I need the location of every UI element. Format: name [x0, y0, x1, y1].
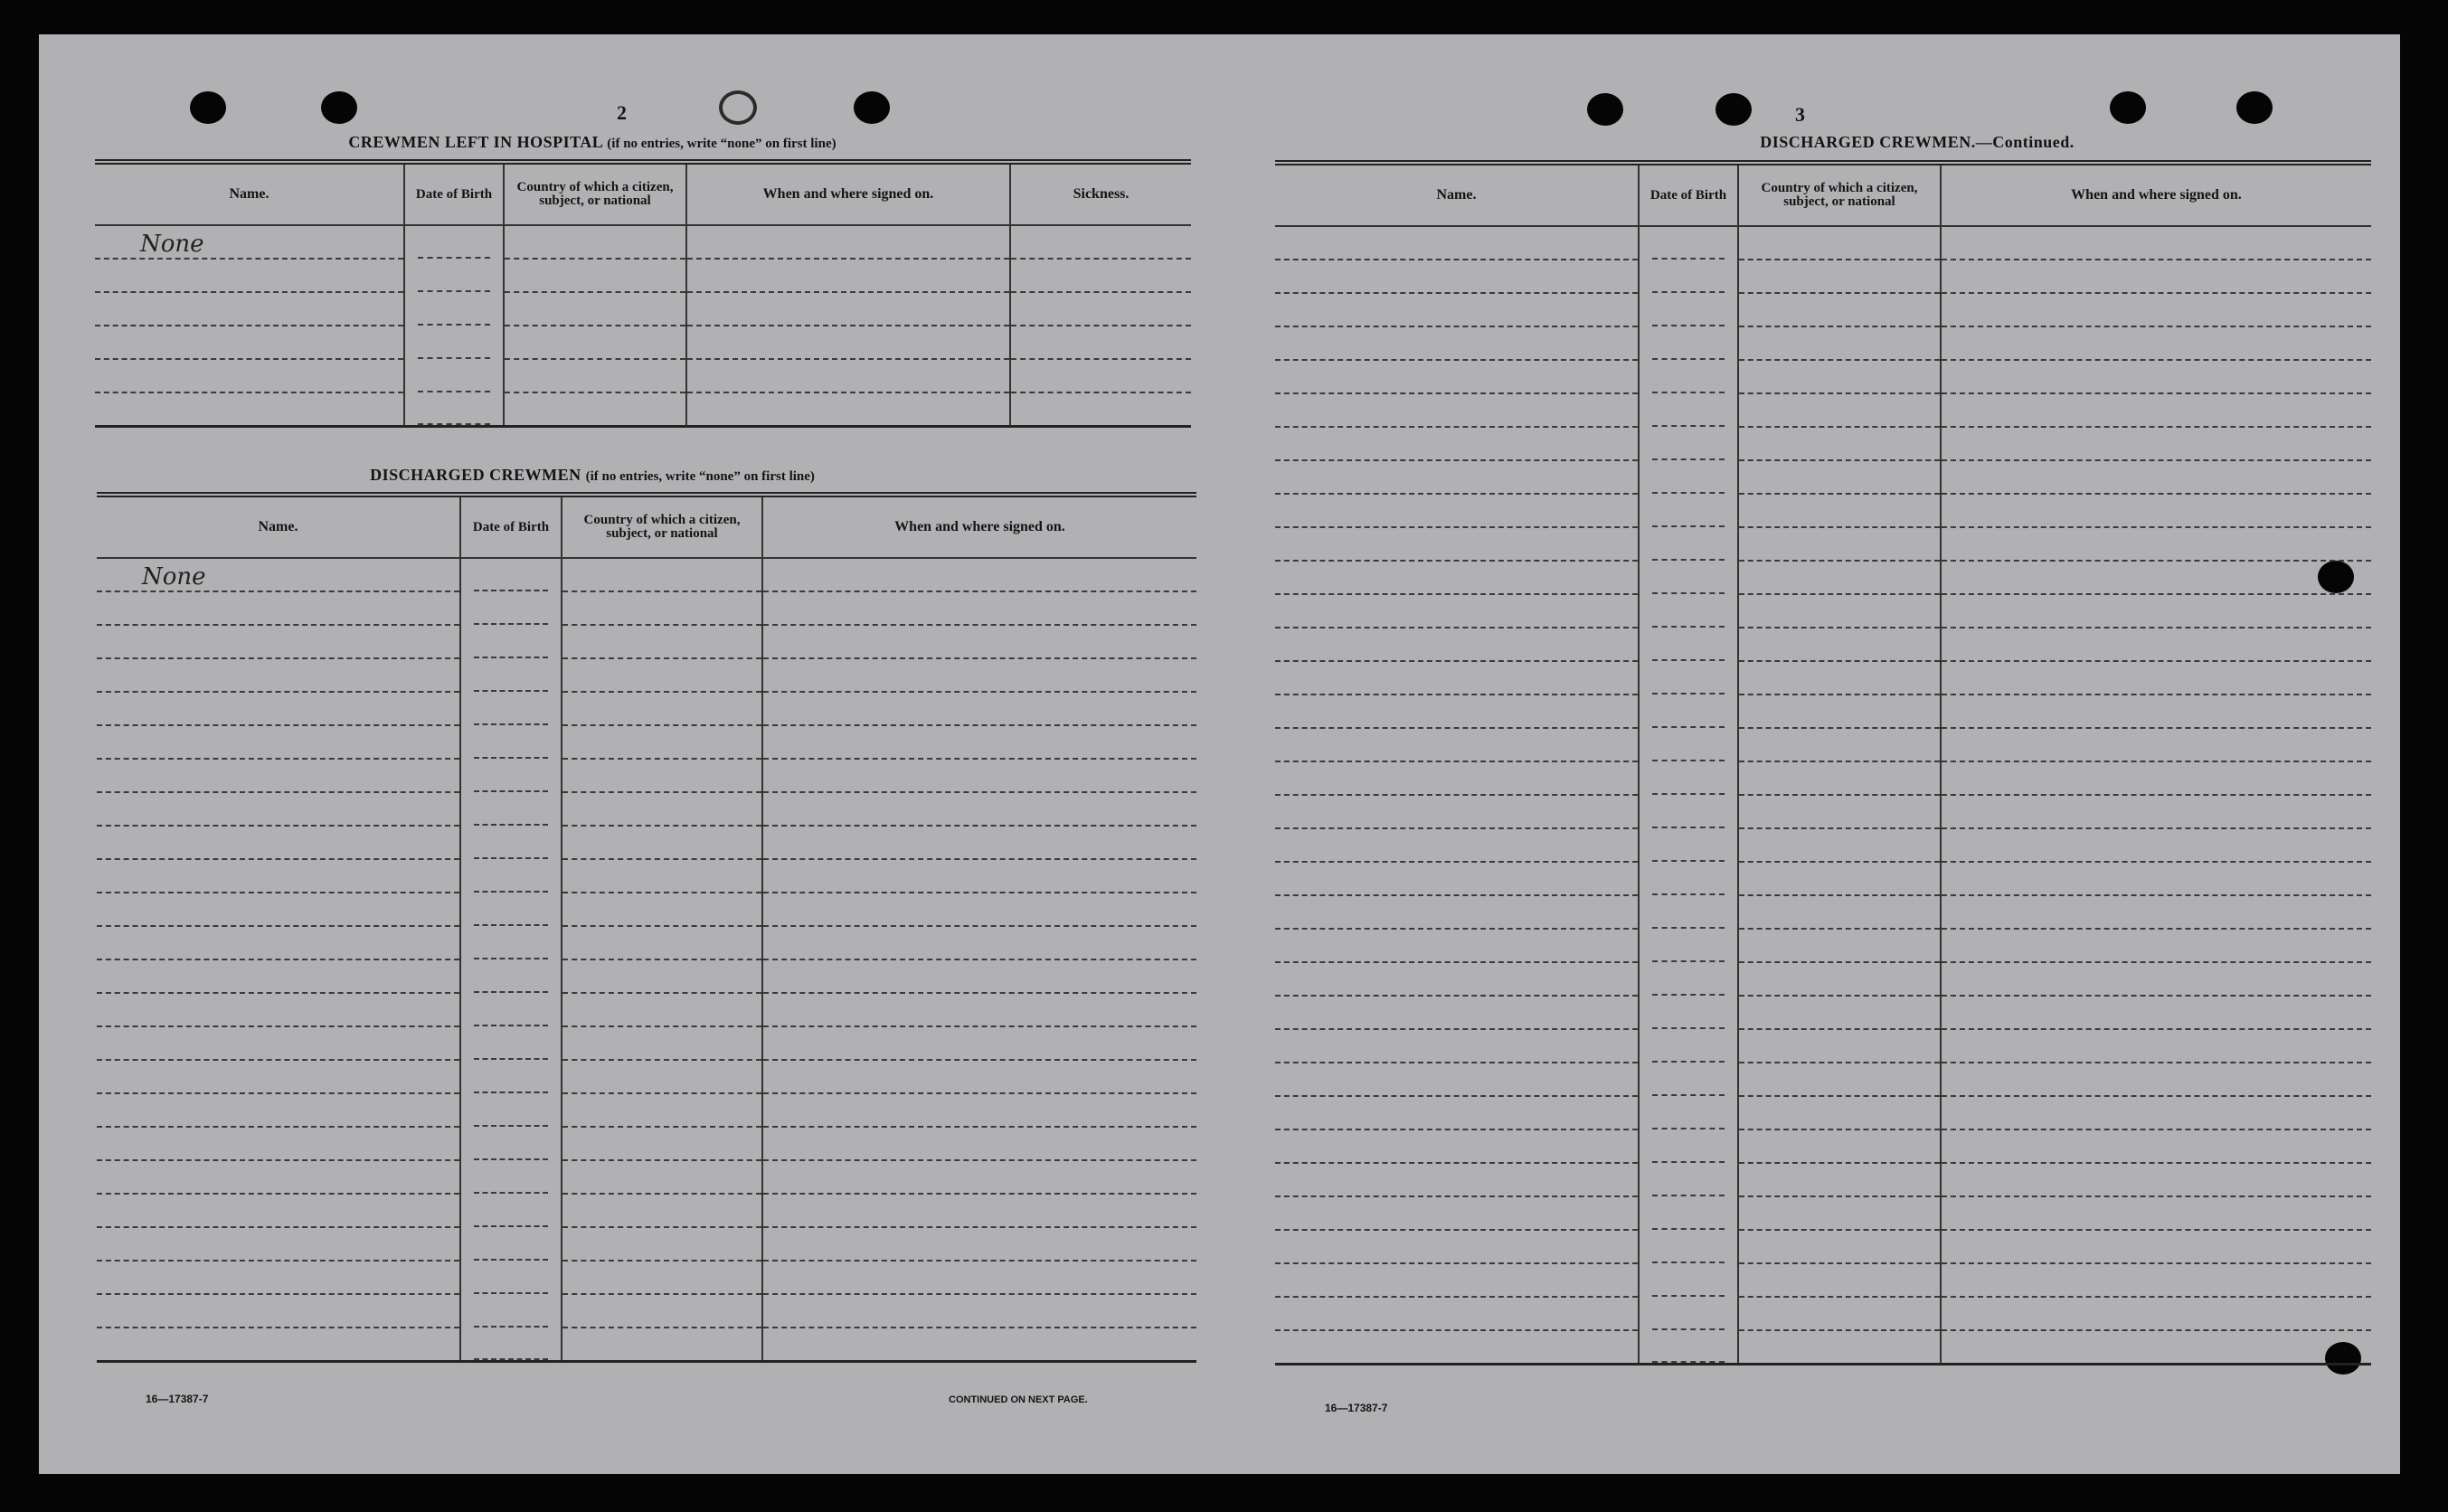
table-row	[97, 1227, 1196, 1261]
entry-date-of-birth[interactable]	[404, 225, 504, 259]
table-row	[1275, 728, 2371, 761]
form-number: 16—17387-7	[1325, 1402, 1388, 1414]
table-row	[97, 959, 1196, 993]
table-row	[1275, 1297, 2371, 1330]
table-row	[97, 926, 1196, 959]
column-header-signed-on: When and where signed on.	[762, 495, 1196, 558]
table-row	[1275, 1163, 2371, 1196]
page-number: 3	[1795, 103, 1805, 126]
table-row	[97, 558, 1196, 591]
entry-name[interactable]: None	[95, 225, 404, 259]
table-row	[97, 692, 1196, 725]
table-row	[1275, 695, 2371, 728]
table-row	[97, 993, 1196, 1026]
column-header-country: Country of which a citizen, subject, or national	[562, 495, 762, 558]
table-row	[95, 292, 1191, 326]
column-header-date-of-birth: Date of Birth	[404, 162, 504, 225]
hospital-table	[95, 159, 1191, 428]
column-header-date-of-birth: Date of Birth	[1639, 163, 1738, 226]
table-row	[95, 392, 1191, 427]
table-row	[1275, 929, 2371, 962]
column-header-country: Country of which a citizen, subject, or national	[1738, 163, 1941, 226]
table-row	[97, 1060, 1196, 1093]
table-row	[1275, 895, 2371, 929]
table-row	[97, 1026, 1196, 1060]
table-row	[97, 1194, 1196, 1227]
table-row	[1275, 527, 2371, 561]
table-row	[1275, 628, 2371, 661]
table-row	[95, 326, 1191, 359]
punch-hole	[854, 91, 890, 124]
punch-hole	[1715, 93, 1752, 126]
table-row	[1275, 326, 2371, 360]
hospital-rows	[95, 225, 1191, 427]
table-row	[1275, 828, 2371, 862]
entry-country[interactable]	[504, 225, 686, 259]
entry-name[interactable]: None	[97, 558, 460, 591]
discharged-rows	[97, 558, 1196, 1362]
table-row	[1275, 427, 2371, 460]
table-row	[97, 1328, 1196, 1362]
form-number: 16—17387-7	[146, 1393, 209, 1405]
column-header-name: Name.	[97, 495, 460, 558]
table-row	[1275, 1096, 2371, 1129]
discharged-continued-title: DISCHARGED CREWMEN.—Continued.	[1760, 133, 2075, 151]
table-row	[97, 1294, 1196, 1328]
table-row	[1275, 1029, 2371, 1063]
table-row	[1275, 393, 2371, 427]
hospital-section-title	[95, 133, 1090, 152]
table-row	[1275, 293, 2371, 326]
table-row	[1275, 1263, 2371, 1297]
discharged-section-title	[95, 466, 1090, 485]
table-row	[1275, 260, 2371, 293]
table-row	[97, 1160, 1196, 1194]
table-row	[95, 359, 1191, 392]
discharged-continued-rows	[1275, 226, 2371, 1365]
entry-country[interactable]	[562, 558, 762, 591]
table-row	[1275, 661, 2371, 695]
table-row	[97, 1127, 1196, 1160]
column-header-signed-on: When and where signed on.	[1941, 163, 2371, 226]
hospital-title-text: CREWMEN LEFT IN HOSPITAL	[348, 133, 603, 151]
table-row	[1275, 862, 2371, 895]
table-row	[1275, 1063, 2371, 1096]
table-row	[1275, 795, 2371, 828]
table-row	[1275, 594, 2371, 628]
table-row	[95, 225, 1191, 259]
punch-hole	[190, 91, 226, 124]
table-row	[97, 759, 1196, 792]
entry-sickness[interactable]	[1010, 225, 1191, 259]
column-header-name: Name.	[95, 162, 404, 225]
page-number: 2	[617, 101, 627, 124]
table-row	[1275, 1230, 2371, 1263]
table-row	[97, 893, 1196, 926]
table-row	[1275, 460, 2371, 494]
discharged-table	[97, 492, 1196, 1363]
column-header-signed-on: When and where signed on.	[686, 162, 1010, 225]
punch-hole	[2110, 91, 2146, 124]
table-row	[1275, 1196, 2371, 1230]
table-row	[97, 591, 1196, 625]
entry-date-of-birth[interactable]	[460, 558, 562, 591]
table-row	[95, 259, 1191, 292]
table-row	[1275, 761, 2371, 795]
table-row	[1275, 360, 2371, 393]
table-row	[1275, 226, 2371, 260]
punch-hole	[1587, 93, 1623, 126]
table-row	[97, 1093, 1196, 1127]
entry-signed-on[interactable]	[762, 558, 1196, 591]
table-row	[97, 859, 1196, 893]
table-row	[1275, 962, 2371, 996]
punch-hole	[2236, 91, 2273, 124]
table-row	[1275, 494, 2371, 527]
punch-hole	[719, 90, 757, 125]
column-header-date-of-birth: Date of Birth	[460, 495, 562, 558]
table-row	[1275, 561, 2371, 594]
column-header-country: Country of which a citizen, subject, or national	[504, 162, 686, 225]
hospital-instruction: (if no entries, write “none” on first line)	[607, 137, 836, 151]
continued-note: CONTINUED ON NEXT PAGE.	[949, 1394, 1088, 1405]
table-row	[1275, 1330, 2371, 1365]
discharged-title-text: DISCHARGED CREWMEN	[370, 466, 581, 484]
table-row	[1275, 996, 2371, 1029]
table-row	[1275, 1129, 2371, 1163]
discharged-instruction: (if no entries, write “none” on first line)	[585, 469, 815, 484]
table-row	[97, 625, 1196, 658]
entry-signed-on[interactable]	[686, 225, 1010, 259]
table-row	[97, 725, 1196, 759]
table-row	[97, 792, 1196, 826]
column-header-name: Name.	[1275, 163, 1639, 226]
table-row	[97, 1261, 1196, 1294]
punch-hole	[321, 91, 357, 124]
discharged-continued-table	[1275, 160, 2371, 1366]
table-row	[97, 826, 1196, 859]
form-sheet	[39, 34, 2400, 1474]
table-row	[97, 658, 1196, 692]
column-header-sickness: Sickness.	[1010, 162, 1191, 225]
